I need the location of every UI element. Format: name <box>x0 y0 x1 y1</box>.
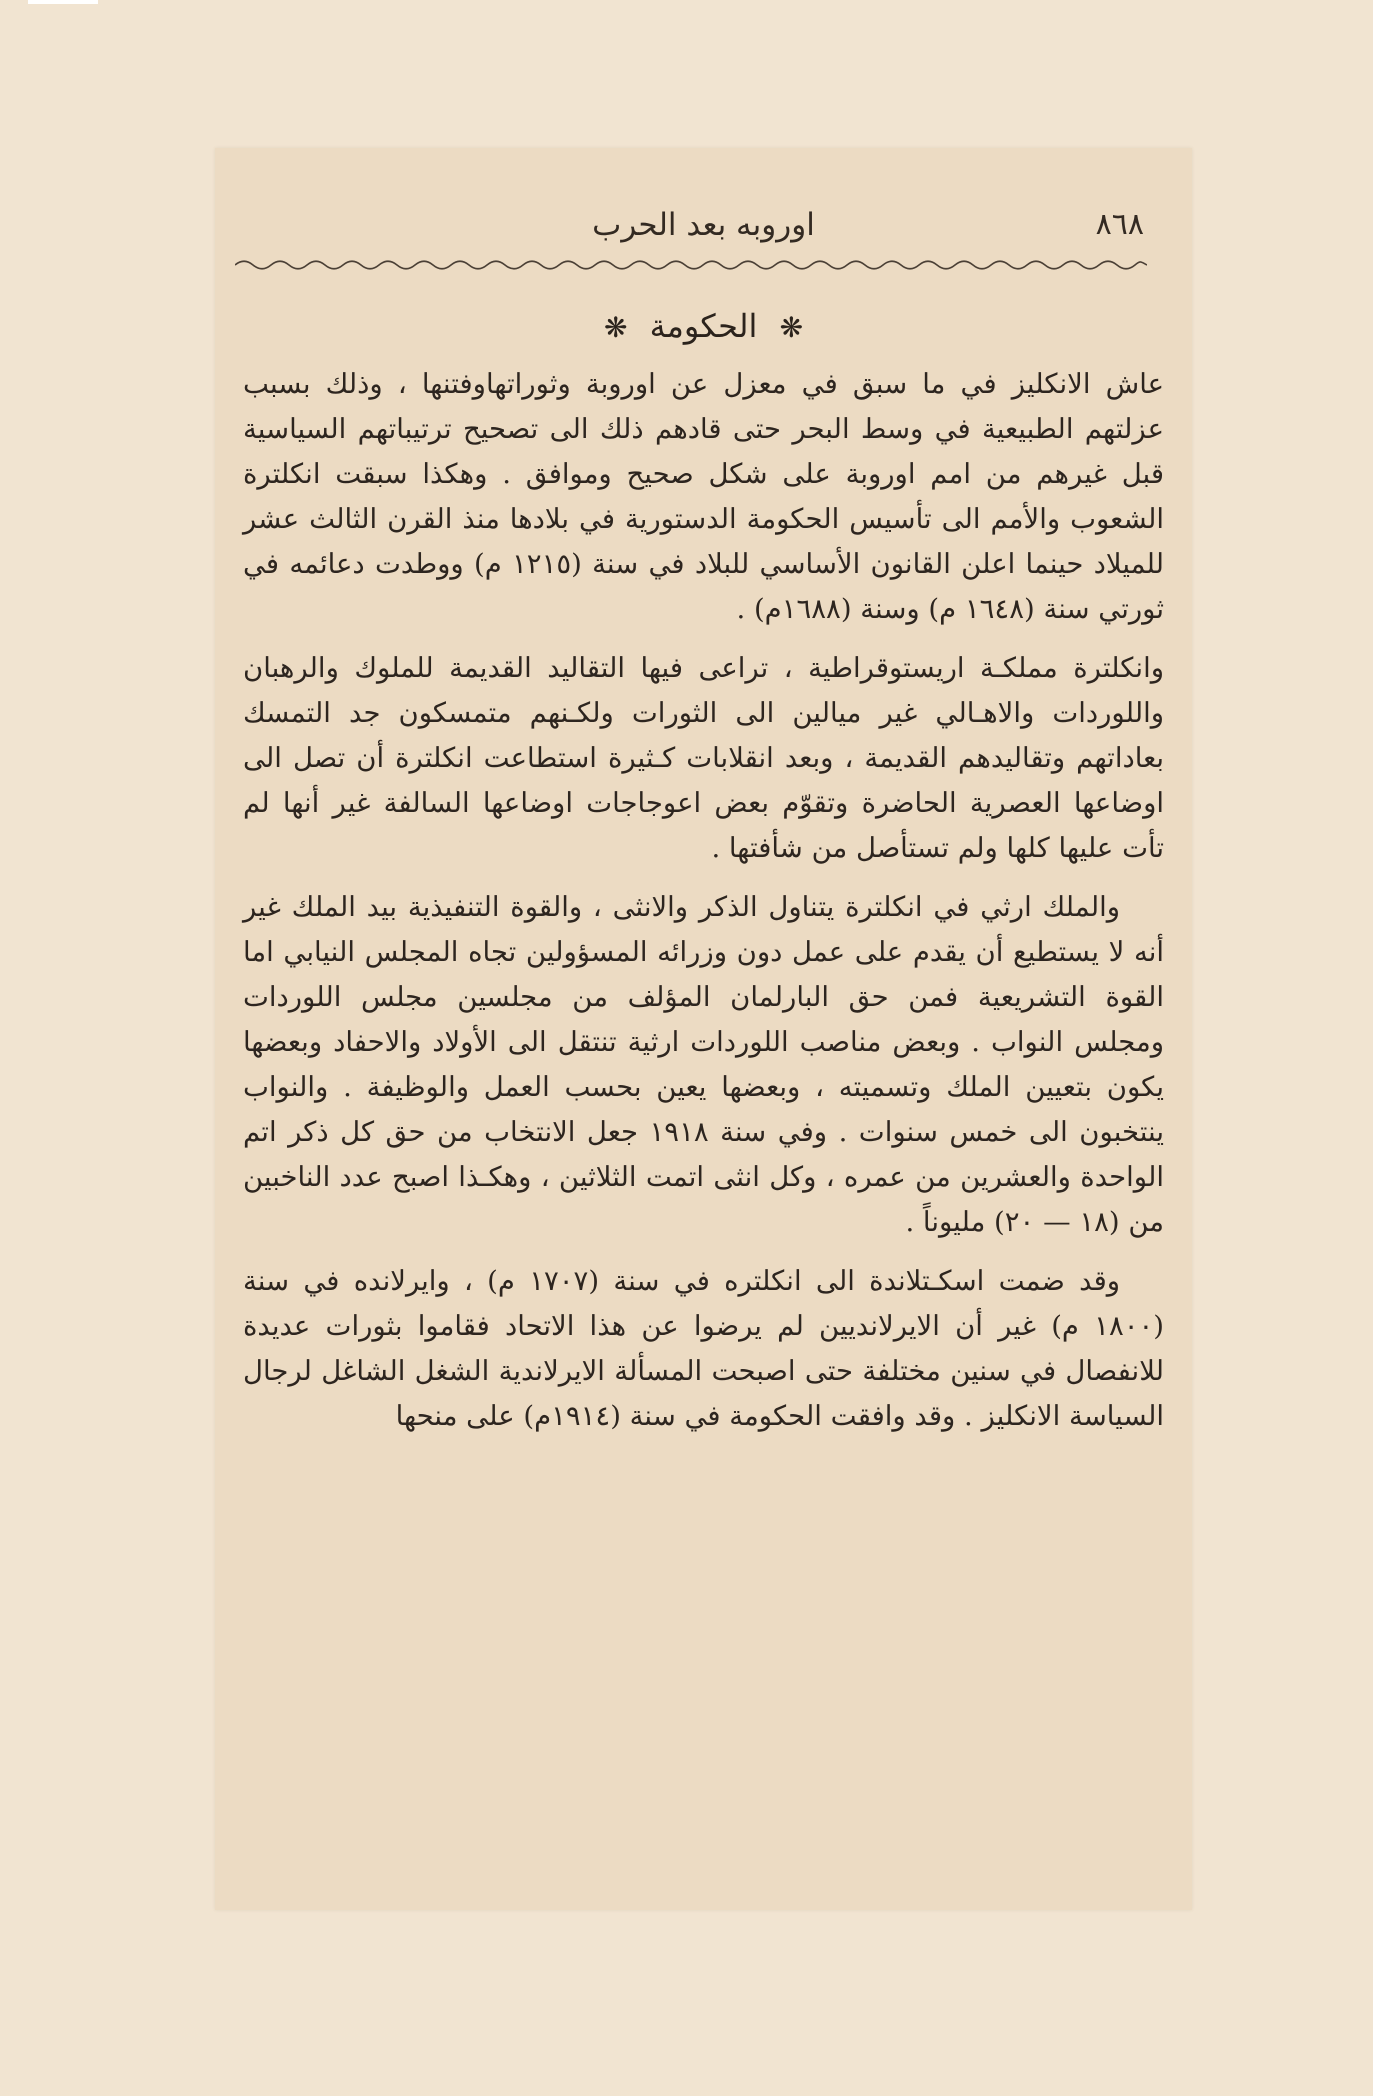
ornament-right: ❋ <box>779 311 804 344</box>
corner-scan-tab <box>28 0 98 4</box>
wavy-header-rule <box>235 260 1147 270</box>
scanned-page <box>215 148 1192 1910</box>
paragraph-3: والملك ارثي في انكلترة يتناول الذكر والانثى ، والقوة التنفيذية بيد الملك غير أنه لا يستطيع أن يقدم على عمل دون وزرائه المسؤولين تجاه المجلس النيابي اما القوة التشريعية فمن حق البارلمان المؤلف من مجلسين مجلس اللوردات ومجلس النواب . وبعض مناصب اللوردات ارثية تنتقل الى الأولاد والاحفاد وبعضها يكون بتعيين الملك وتسميته ، وبعضها يعين بحسب العمل والوظيفة . والنواب ينتخبون الى خمس سنوات . وفي سنة ١٩١٨ جعل الانتخاب من حق كل ذكر اتم الواحدة والعشرين من عمره ، وكل انثى اتمت الثلاثين ، وهكـذا اصبح عدد الناخبين من (١٨ — ٢٠) مليوناً . <box>243 891 1164 1238</box>
paragraph-1: عاش الانكليز في ما سبق في معزل عن اوروبة وثوراتهاوفتنها ، وذلك بسبب عزلتهم الطبيعية في وسط البحر حتى قادهم ذلك الى تصحيح ترتيباتهم السياسية قبل غيرهم من امم اوروبة على شكل صحيح وموافق . وهكذا سبقت انكلترة الشعوب والأمم الى تأسيس الحكومة الدستورية في بلادها منذ القرن الثالث عشر للميلاد حينما اعلن القانون الأساسي للبلاد في سنة (١٢١٥ م) ووطدت دعائمه في ثورتي سنة (١٦٤٨ م) وسنة (١٦٨٨م) . <box>243 368 1165 625</box>
ornament-left: ❋ <box>603 311 628 344</box>
body-text <box>243 362 1164 1439</box>
section-heading <box>215 300 1192 352</box>
running-title: اوروبه بعد الحرب <box>592 207 815 243</box>
running-head <box>255 200 1152 250</box>
section-title: الحكومة <box>649 307 758 345</box>
paragraph-2: وانكلترة مملكـة اريستوقراطية ، تراعى فيها التقاليد القديمة للملوك والرهبان واللوردات والاهـالي غير ميالين الى الثورات ولكـنهم متمسكون جد التمسك بعاداتهم وتقاليدهم القديمة ، وبعد انقلابات كـثيرة استطاعت انكلترة أن تصل الى اوضاعها العصرية الحاضرة وتقوّم بعض اعوجاجات اوضاعها السالفة غير أنها لم تأت عليها كلها ولم تستأصل من شأفتها . <box>243 652 1164 864</box>
paragraph-4: وقد ضمت اسكـتلاندة الى انكلتره في سنة (١٧٠٧ م) ، وايرلانده في سنة (١٨٠٠ م) غير أن الايرلانديين لم يرضوا عن هذا الاتحاد فقاموا بثورات عديدة للانفصال في سنين مختلفة حتى اصبحت المسألة الايرلاندية الشغل الشاغل لرجال السياسة الانكليز . وقد وافقت الحكومة في سنة (١٩١٤م) على منحها <box>243 1265 1164 1432</box>
page-number: ٨٦٨ <box>1095 207 1144 242</box>
